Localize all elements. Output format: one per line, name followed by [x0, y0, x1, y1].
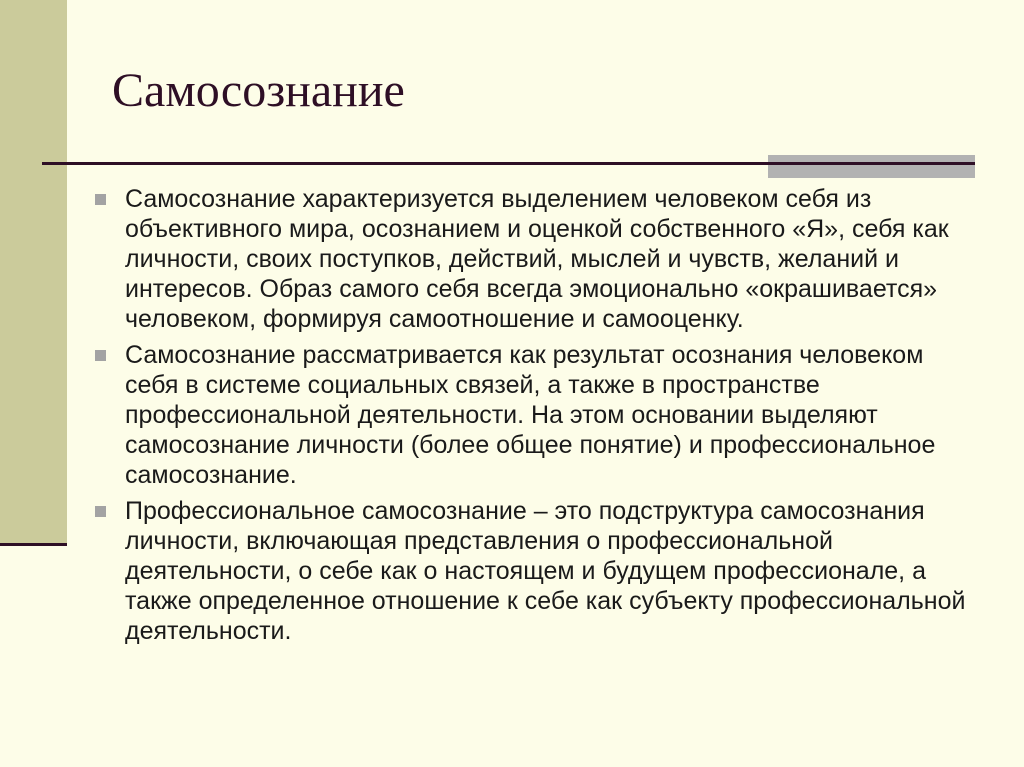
bullet-text: Самосознание рассматривается как результат осознания человеком себя в системе социальных связей, а также в пространстве профессиональной деятельности. На этом основании выделяют самосознание личности (более общее понятие) и профессиональное самосознание.	[125, 341, 936, 489]
square-bullet-icon	[95, 350, 106, 361]
left-decorative-band	[0, 0, 67, 545]
bullet-text: Самосознание характеризуется выделением человеком себя из объективного мира, осознанием и оценкой собственного «Я», себя как личности, своих поступков, действий, мыслей и чувств, желаний и интересов. Образ самого себя всегда эмоционально «окрашивается» человеком, формируя самоотношение и самооценку.	[125, 185, 949, 333]
title-accent-bar-bottom	[768, 165, 975, 178]
slide-title: Самосознание	[112, 64, 405, 117]
bullet-item	[92, 496, 972, 646]
bullet-text: Профессиональное самосознание – это подструктура самосознания личности, включающая представления о профессиональной деятельности, о себе как о настоящем и будущем профессионале, а также определенное отношение к себе как субъекту профессиональной деятельности.	[125, 497, 966, 645]
bullet-item	[92, 340, 972, 490]
left-decorative-rule	[0, 543, 67, 546]
square-bullet-icon	[95, 506, 106, 517]
square-bullet-icon	[95, 194, 106, 205]
bullet-item	[92, 184, 972, 334]
bullet-list	[92, 184, 972, 652]
title-accent-bar-top	[768, 155, 975, 162]
